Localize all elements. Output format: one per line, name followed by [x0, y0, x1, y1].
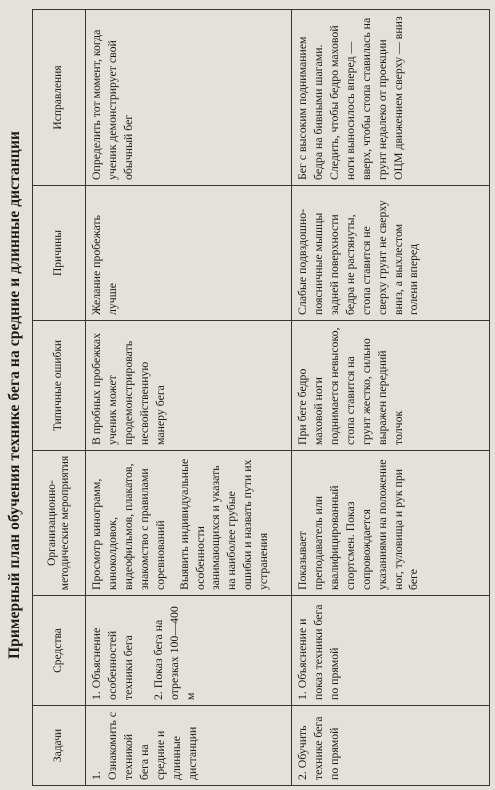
cell-task: 1. Ознакомить с техникой бега на средние и длинные дистанции: [86, 706, 292, 786]
table-row: [292, 10, 490, 786]
cell-causes: Желание пробежать лучше: [86, 186, 292, 321]
header-typical-errors: Типичные ошибки: [33, 321, 86, 451]
cell-corrections: Бег с высоким подниманием бедра на бивными шагами. Следить, чтобы бедро маховой ноги выносилось вперед — вверх, чтобы стопа ставилась на грунт недалеко от проекции ОЦМ движением сверху — вниз: [292, 10, 490, 186]
means-item: 1. Объяснение и показ техники бега по прямой: [295, 604, 341, 700]
means-item: 1. Объяснение особенностей техники бега: [89, 627, 135, 700]
header-org-methods: Организационно-методические мероприятия: [33, 451, 86, 596]
means-item: 2. Показ бега на отрезках 100—400 м: [150, 606, 197, 700]
header-means: Средства: [33, 596, 86, 706]
cell-org-methods: [292, 451, 490, 596]
table-header-row: [33, 10, 86, 786]
page-title: Примерный план обучения технике бега на средние и длинные дистанции: [6, 130, 23, 660]
cell-org-methods: [86, 451, 292, 596]
cell-errors: В пробных пробежках ученик может продемонстрировать несвойственную манеру бега: [86, 321, 292, 451]
cell-means: [86, 596, 292, 706]
cell-causes: Слабые подвздошно-поясничные мышцы задней поверхности бедра не растянуты, стопа ставится не сверху грунт не сверху вниз, а выхлестом голени вперед: [292, 186, 490, 321]
header-tasks: Задачи: [33, 706, 86, 786]
org-item: Показывает преподаватель или квалифицированный спортсмен. Показ сопровождается указаниями на положение ног, туловища и рук при беге: [295, 459, 421, 590]
header-causes: Причины: [33, 186, 86, 321]
table-row: [86, 10, 292, 786]
training-plan-table: [32, 9, 490, 786]
header-corrections: Исправления: [33, 10, 86, 186]
cell-means: [292, 596, 490, 706]
org-item: Выявить индивидуальные особенности занимающихся и указать на наиболее грубые ошибки и назвать пути их устранения: [176, 458, 271, 590]
cell-corrections: Определить тот момент, когда ученик демонстрирует свой обычный бег: [86, 10, 292, 186]
org-item: Просмотр кинограмм, киноколдовок, видеофильмов, плакатов, знакомство с правилами соревнований: [89, 463, 167, 590]
cell-errors: При беге бедро маховой ноги поднимается невысоко, стопа ставится на грунт жестко, сильно выражен передний толчок: [292, 321, 490, 451]
cell-task: 2. Обучить технике бега по прямой: [292, 706, 490, 786]
